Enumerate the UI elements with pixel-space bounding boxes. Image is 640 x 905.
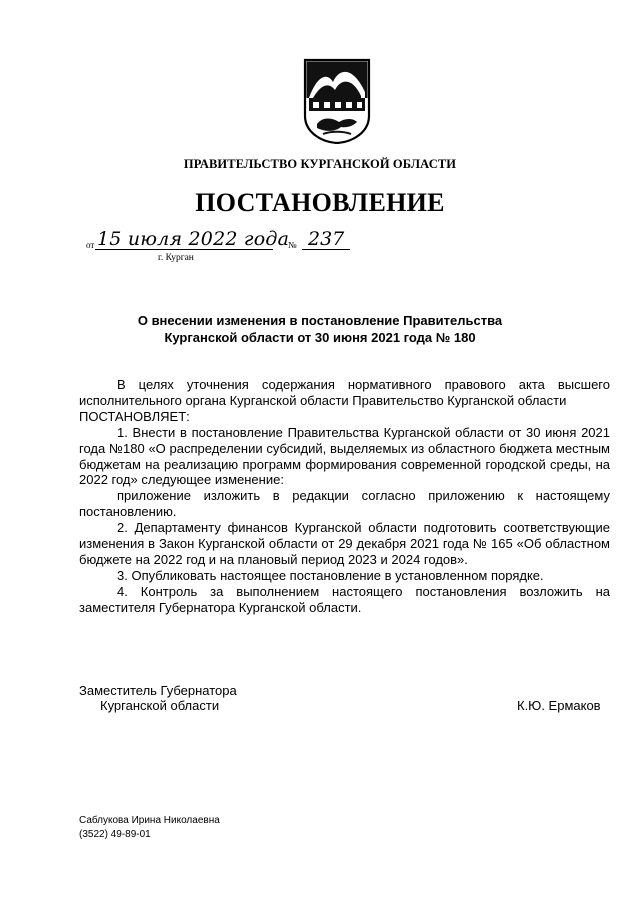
number-label: № <box>288 240 297 250</box>
handwritten-number: 237 <box>308 228 345 250</box>
body-paragraph-1: 1. Внести в постановление Правительства Курганской области от 30 июня 2021 года №180 «О распределении субсидий, выделяемых из областного бюджета местным бюджетам на реализацию программ формирования современной городской среды, на 2022 год» следующее изменение: <box>79 424 610 488</box>
signatory-position-line-2: Курганской области <box>100 698 220 713</box>
coat-of-arms-emblem <box>303 58 371 144</box>
document-body <box>79 377 610 616</box>
body-paragraph-3: 3. Опубликовать настоящее постановление в установленном порядке. <box>117 567 544 583</box>
city-label: г. Курган <box>158 253 194 263</box>
body-paragraph-1-change: приложение изложить в редакции согласно приложению к настоящему постановлению. <box>79 488 610 520</box>
body-resolves-word: ПОСТАНОВЛЯЕТ: <box>79 408 190 424</box>
body-paragraph-preamble: В целях уточнения содержания нормативного правового акта высшего исполнительного органа Курганской области Правительство Курганской области <box>79 377 610 408</box>
date-prefix-label: от <box>86 240 95 250</box>
number-underline <box>302 249 350 250</box>
executor-name: Саблукова Ирина Николаевна <box>79 815 220 826</box>
body-paragraph-4: 4. Контроль за выполнением настоящего постановления возложить на заместителя Губернатора Курганской области. <box>79 583 610 615</box>
executor-phone: (3522) 49-89-01 <box>79 829 151 840</box>
signatory-position-line-1: Заместитель Губернатора <box>79 683 237 698</box>
document-subject <box>0 312 640 346</box>
date-underline <box>95 249 273 250</box>
coat-of-arms-icon <box>303 58 371 144</box>
document-type-title: ПОСТАНОВЛЕНИЕ <box>195 188 445 217</box>
organization-name: ПРАВИТЕЛЬСТВО КУРГАНСКОЙ ОБЛАСТИ <box>183 157 457 171</box>
subject-line-2: Курганской области от 30 июня 2021 года № 180 <box>164 330 476 345</box>
body-paragraph-2: 2. Департаменту финансов Курганской области подготовить соответствующие изменения в Закон Курганской области от 29 декабря 2021 года № 165 «Об областном бюджете на 2022 год и на плановый период 2023 и 2024 годов». <box>79 520 610 567</box>
signatory-name: К.Ю. Ермаков <box>517 698 601 713</box>
subject-line-1: О внесении изменения в постановление Правительства <box>137 313 503 328</box>
handwritten-date: 15 июля 2022 года <box>97 228 290 250</box>
